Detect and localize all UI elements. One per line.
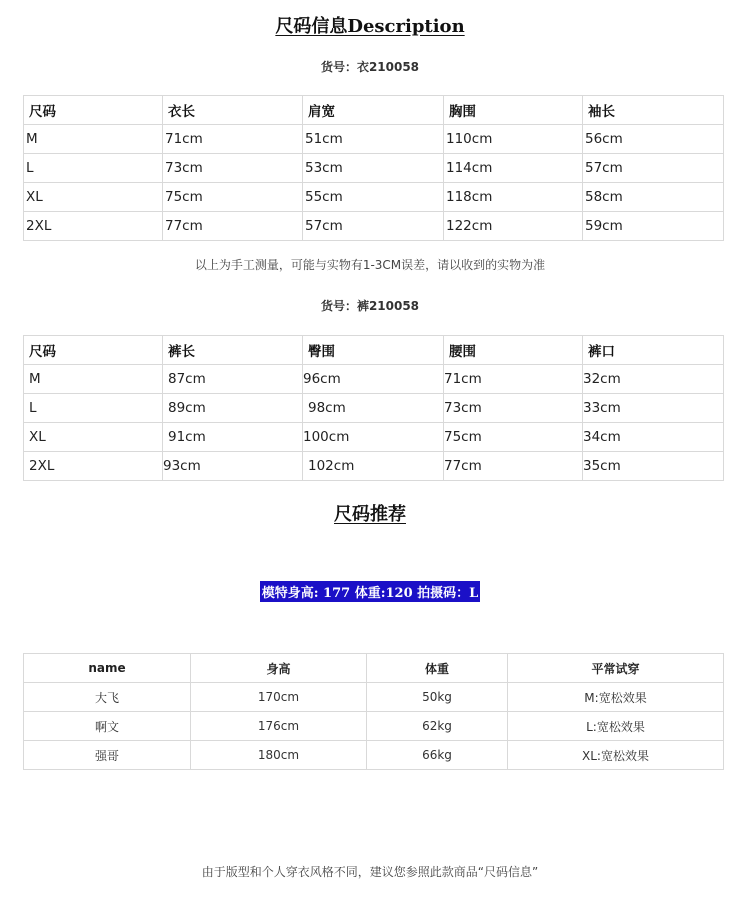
table-cell: 118cm [444, 183, 583, 212]
table-cell: 71cm [163, 125, 303, 154]
table-cell: 93cm [163, 452, 303, 481]
header-cell: 裤长 [163, 336, 303, 365]
table-cell: 96cm [303, 365, 444, 394]
table-cell: 87cm [163, 365, 303, 394]
header-cell: 尺码 [24, 336, 163, 365]
table-cell: 77cm [163, 212, 303, 241]
table-cell: 100cm [303, 423, 444, 452]
header-cell: 体重 [367, 654, 508, 683]
table-header-row [24, 96, 724, 125]
table-cell: 51cm [303, 125, 444, 154]
table-row [24, 154, 724, 183]
table-cell: 33cm [583, 394, 724, 423]
table-header-row [24, 336, 724, 365]
table-row [24, 741, 724, 770]
table-cell: 大飞 [24, 683, 191, 712]
table-cell: 53cm [303, 154, 444, 183]
model-fit-table [23, 653, 724, 770]
table-cell: 75cm [444, 423, 583, 452]
header-cell: 腰围 [444, 336, 583, 365]
table-cell: 73cm [163, 154, 303, 183]
table-cell: M [24, 125, 163, 154]
table-cell: 122cm [444, 212, 583, 241]
table-cell: L [24, 394, 163, 423]
table-cell: 98cm [303, 394, 444, 423]
description-title: 尺码信息Description [275, 16, 465, 37]
table-row [24, 365, 724, 394]
bottom-size-table [23, 335, 724, 481]
header-cell: 肩宽 [303, 96, 444, 125]
table-cell: 58cm [583, 183, 724, 212]
table-cell: 啊文 [24, 712, 191, 741]
table-cell: L [24, 154, 163, 183]
header-cell: 袖长 [583, 96, 724, 125]
table-cell: 2XL [24, 212, 163, 241]
table-row [24, 212, 724, 241]
bottom-sku: 货号：裤210058 [320, 299, 420, 313]
table-row [24, 394, 724, 423]
table-cell: 176cm [191, 712, 367, 741]
table-row [24, 452, 724, 481]
table-row [24, 683, 724, 712]
table-cell: 35cm [583, 452, 724, 481]
table-header-row [24, 654, 724, 683]
measurement-note: 以上为手工测量，可能与实物有1-3CM误差，请以收到的实物为准 [194, 258, 546, 272]
header-cell: 胸围 [444, 96, 583, 125]
table-cell: 55cm [303, 183, 444, 212]
header-cell: 衣长 [163, 96, 303, 125]
table-row [24, 423, 724, 452]
recommend-title: 尺码推荐 [334, 504, 406, 525]
table-cell: 2XL [24, 452, 163, 481]
table-cell: 34cm [583, 423, 724, 452]
top-size-table [23, 95, 724, 241]
table-cell: 32cm [583, 365, 724, 394]
table-cell: 110cm [444, 125, 583, 154]
table-cell: 强哥 [24, 741, 191, 770]
table-cell: XL [24, 183, 163, 212]
table-cell: 57cm [583, 154, 724, 183]
table-cell: M:宽松效果 [508, 683, 724, 712]
table-cell: 77cm [444, 452, 583, 481]
table-cell: 170cm [191, 683, 367, 712]
table-cell: 50kg [367, 683, 508, 712]
footer-note: 由于版型和个人穿衣风格不同，建议您参照此款商品“尺码信息” [201, 865, 539, 879]
table-cell: 71cm [444, 365, 583, 394]
table-cell: XL [24, 423, 163, 452]
table-row [24, 183, 724, 212]
table-cell: 180cm [191, 741, 367, 770]
table-cell: 114cm [444, 154, 583, 183]
top-sku: 货号：衣210058 [320, 60, 420, 74]
header-cell: 裤口 [583, 336, 724, 365]
table-cell: 56cm [583, 125, 724, 154]
header-cell: name [24, 654, 191, 683]
table-cell: 73cm [444, 394, 583, 423]
model-banner [0, 581, 740, 602]
table-cell: M [24, 365, 163, 394]
table-cell: 89cm [163, 394, 303, 423]
model-banner-text: 模特身高: 177 体重:120 拍摄码：L [260, 581, 481, 602]
table-cell: 75cm [163, 183, 303, 212]
table-cell: 62kg [367, 712, 508, 741]
header-cell: 尺码 [24, 96, 163, 125]
header-cell: 身高 [191, 654, 367, 683]
table-row [24, 712, 724, 741]
table-cell: 66kg [367, 741, 508, 770]
table-cell: 59cm [583, 212, 724, 241]
table-cell: 102cm [303, 452, 444, 481]
table-row [24, 125, 724, 154]
table-cell: 91cm [163, 423, 303, 452]
table-cell: XL:宽松效果 [508, 741, 724, 770]
table-cell: 57cm [303, 212, 444, 241]
header-cell: 臀围 [303, 336, 444, 365]
header-cell: 平常试穿 [508, 654, 724, 683]
table-cell: L:宽松效果 [508, 712, 724, 741]
